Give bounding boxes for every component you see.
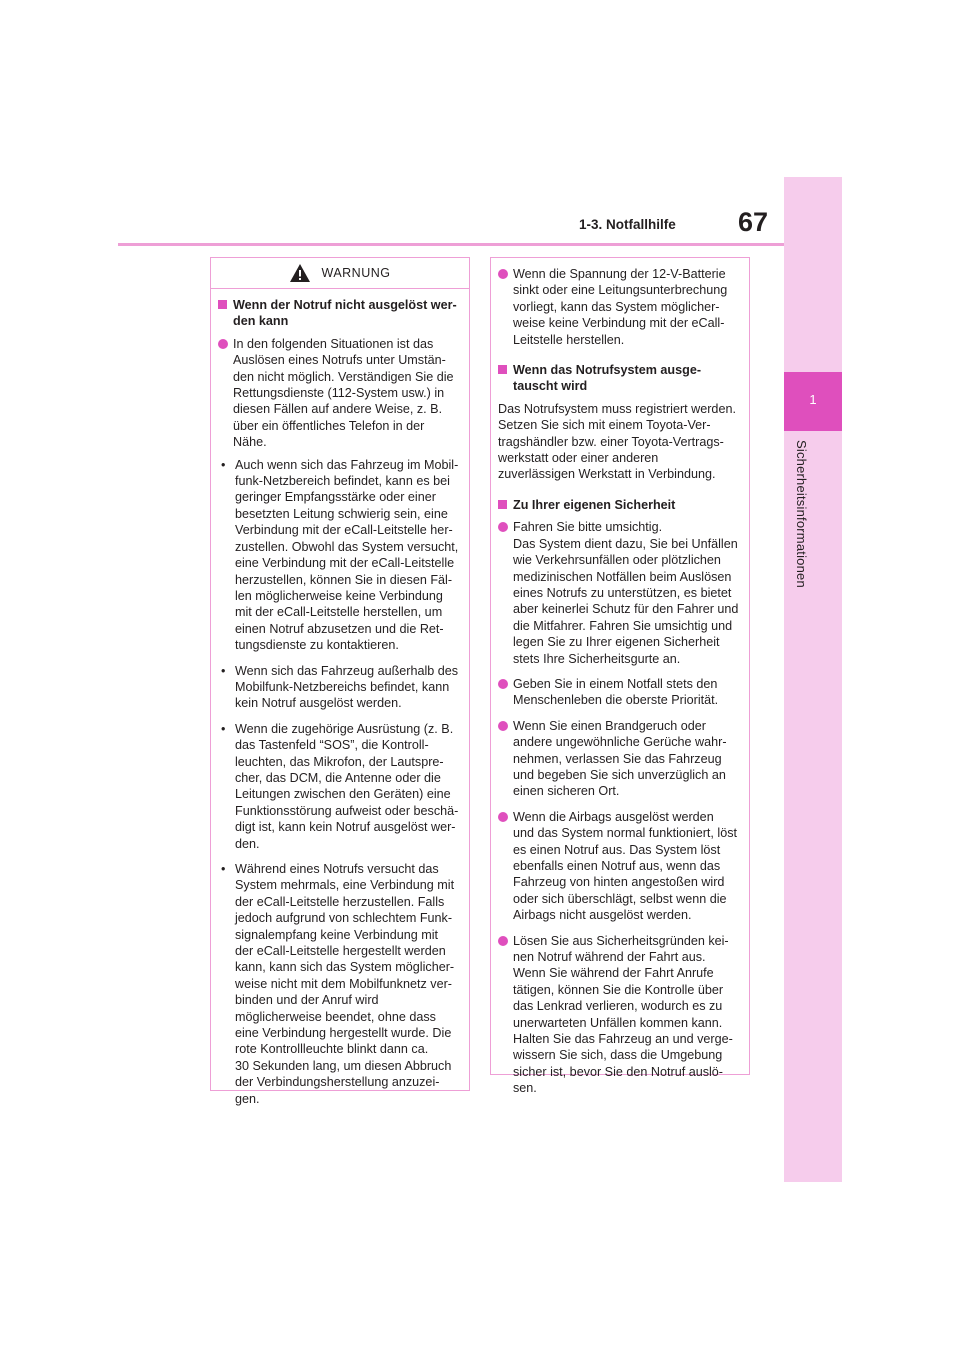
safety-item: Lösen Sie aus Sicherheitsgründen kei- nen Notruf während der Fahrt aus. Wenn Sie während der Fahrt Anrufe tätigen, können Sie die Kontrolle über das Lenkrad verlieren, wodurch es zu unerwarteten Unfällen kommen kann. Halten Sie das Fahrzeug an und verge- wissern Sie sich, dass die Umgebung sicher ist, bevor Sie den Notruf auslö- sen. (498, 933, 742, 1097)
replace-paragraph: Das Notrufsystem muss registriert werden. Setzen Sie sich mit einem Toyota-Ver- tragshändler bzw. einer Toyota-Vertrags- werkstatt oder einer anderen zuverlässigen Werkstatt in Verbindung. (498, 401, 736, 482)
warning-bullet-item: • Wenn sich das Fahrzeug außerhalb des Mobilfunk-Netzbereichs befindet, kann kein Notruf ausgelöst werden. (218, 663, 462, 712)
square-bullet-icon (498, 365, 507, 374)
dot-item: Wenn die Spannung der 12-V-Batterie sinkt oder eine Leitungsunterbrechung vorliegt, kann das System möglicher- weise keine Verbindung mit der eCall- Leitstelle herstellen. (498, 266, 742, 348)
square-bullet-icon (218, 300, 227, 309)
dot-bullet-icon (498, 269, 508, 279)
dot-bullet-icon (498, 812, 508, 822)
bullet-marker: • (221, 663, 226, 678)
header-divider (118, 243, 784, 246)
chapter-title: Sicherheitsinformationen (794, 440, 809, 588)
warning-content (211, 289, 469, 1124)
dot-bullet-icon (498, 936, 508, 946)
warning-dot-item: In den folgenden Situationen ist das Auslösen eines Notrufs unter Umstän- den nicht möglich. Verständigen Sie die Rettungsdienste (112-System usw.) in diesen Fällen auf andere Weise, z. B. über ein öffentliches Telefon in der Nähe. (218, 336, 462, 451)
safety-heading: Zu Ihrer eigenen Sicherheit (498, 497, 742, 513)
safety-item: Fahren Sie bitte umsichtig. Das System dient dazu, Sie bei Unfällen wie Verkehrsunfällen oder plötzlichen medizinischen Notfällen beim Auslösen eines Notrufs zu unterstützen, es bietet aber keinerlei Schutz für den Fahrer und die Mitfahrer. Fahren Sie umsichtig und legen Sie zu Ihrer eigenen Sicherheit stets Ihre Sicherheitsgurte an. (498, 519, 742, 667)
dot-bullet-icon (498, 679, 508, 689)
bullet-marker: • (221, 457, 226, 472)
warning-title: WARNUNG (321, 266, 391, 280)
warning-header (211, 258, 469, 289)
page-number: 67 (738, 207, 769, 237)
safety-item: Geben Sie in einem Notfall stets den Menschenleben die oberste Priorität. (498, 676, 742, 709)
warning-triangle-icon (289, 263, 311, 283)
section-title: 1-3. Notfallhilfe (579, 217, 676, 232)
chapter-side-tab (784, 177, 842, 1182)
replace-heading: Wenn das Notrufsystem ausge- tauscht wird (498, 362, 742, 395)
right-content (491, 258, 749, 1111)
warning-heading: Wenn der Notruf nicht ausgelöst wer- den kann (218, 297, 462, 330)
dot-bullet-icon (498, 721, 508, 731)
warning-bullet-item: • Auch wenn sich das Fahrzeug im Mobil- funk-Netzbereich befindet, kann es bei geringer Empfangsstärke oder einer besetzten Leitung schwierig sein, eine Verbindung mit der eCall-Leitstelle her- zustellen. Obwohl das System versucht, eine Verbindung mit der eCall-Leitstelle herzustellen, können Sie in diesen Fäl- len möglicherweise keine Verbindung mit der eCall-Leitstelle herstellen, um einen Notruf abzusetzen und die Ret- tungsdienste zu kontaktieren. (218, 457, 462, 654)
dot-bullet-icon (498, 522, 508, 532)
square-bullet-icon (498, 500, 507, 509)
bullet-marker: • (221, 721, 226, 736)
dot-bullet-icon (218, 339, 228, 349)
warning-box (210, 257, 470, 1106)
warning-box-continued (490, 257, 750, 1096)
bullet-marker: • (221, 862, 226, 876)
safety-item: Wenn die Airbags ausgelöst werden und das System normal funktioniert, löst es einen Notruf aus. Das System löst ebenfalls einen Notruf aus, wenn das Fahrzeug von hinten angestoßen wird oder sich überschlägt, selbst wenn die Airbags nicht ausgelöst werden. (498, 809, 742, 924)
warning-bullet-item: • Wenn die zugehörige Ausrüstung (z. B. das Tastenfeld “SOS”, die Kontroll- leuchten, das Mikrofon, der Lautspre- cher, das DCM, die Antenne oder die Leitungen zwischen den Geräten) eine Funktionsstörung aufweist oder beschä- digt ist, kann kein Notruf ausgelöst wer- den. (218, 721, 462, 852)
chapter-number: 1 (809, 392, 817, 407)
warning-bullet-item: • Während eines Notrufs versucht das System mehrmals, eine Verbindung mit der eCall-Leitstelle herzustellen. Falls jedoch aufgrund von schlechtem Funk- signalempfang keine Verbindung mit der eCall-Leitstelle hergestellt werden kann, kann sich das System möglicher- weise nicht mit dem Mobilfunknetz ver- binden und der Anruf wird möglicherweise beendet, ohne dass eine Verbindung hergestellt wurde. Die rote Kontrollleuchte blinkt dann ca. 30 Sekunden lang, um diesen Abbruch der Verbindungsherstellung anzuzei- gen. (218, 861, 462, 1107)
safety-item: Wenn Sie einen Brandgeruch oder andere ungewöhnliche Gerüche wahr- nehmen, verlassen Sie das Fahrzeug und begeben Sie sich unverzüglich an einen sicheren Ort. (498, 718, 742, 800)
